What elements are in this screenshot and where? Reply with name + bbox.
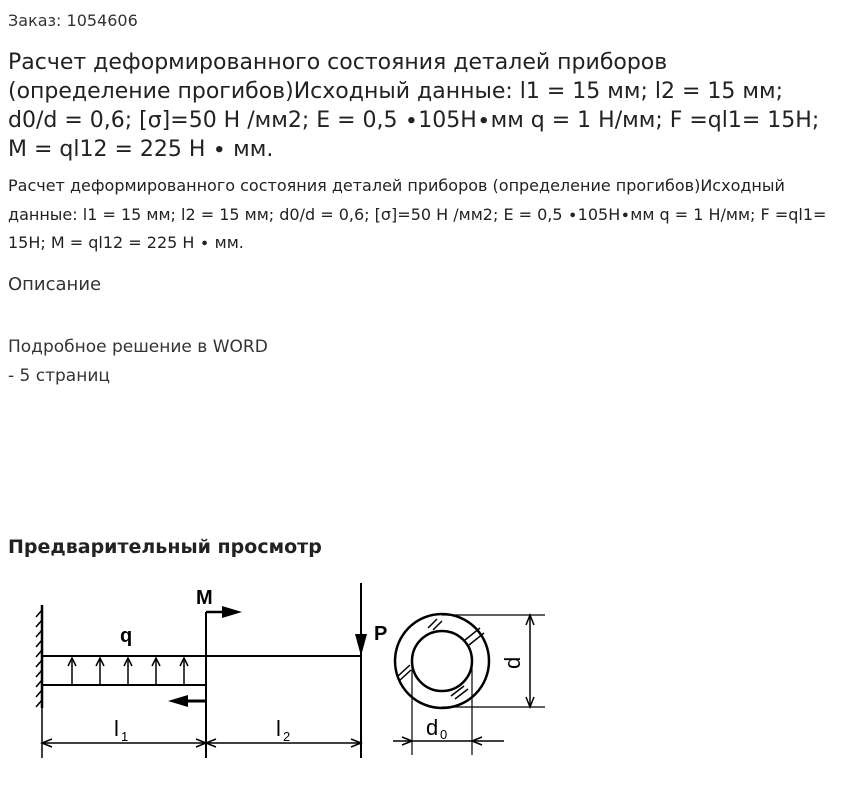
force-label: P (374, 623, 388, 645)
wall-support (36, 605, 42, 708)
l1-label: l (114, 716, 119, 741)
inner-diameter-subscript: 0 (440, 727, 448, 742)
beam-diagram (30, 578, 550, 763)
order-number: Заказ: 1054606 (8, 11, 138, 30)
l2-label: l (276, 716, 281, 741)
preview-image (30, 578, 550, 763)
description-section-label: Описание (8, 274, 102, 295)
force-arrow (355, 583, 367, 758)
dimension-lines (42, 708, 361, 758)
diameter-label: d (500, 656, 525, 669)
task-description: Расчет деформированного состояния деталей приборов (определение прогибов)Исходный данные: l1 = 15 мм; l2 = 15 мм; d0/d = 0,6; [σ]=50 Н /мм2; Е = 0,5 ∙105Н∙мм q = 1 Н/мм; F =ql1= 15Н; М = ql12 = 225 Н ∙ мм. (8, 176, 827, 252)
solution-info: Подробное решение в WORD - 5 страниц (8, 337, 268, 386)
beam (42, 612, 361, 758)
l1-subscript: 1 (121, 729, 129, 744)
moment-label: M (196, 587, 213, 609)
preview-heading: Предварительный просмотр (8, 536, 322, 558)
load-label: q (120, 625, 133, 647)
pipe-cross-section (393, 614, 545, 755)
l2-subscript: 2 (283, 729, 291, 744)
reaction-arrow (168, 695, 206, 707)
inner-diameter-label: d (426, 715, 439, 740)
page-title: Расчет деформированного состояния деталей приборов (определение прогибов)Исходный данные: l1 = 15 мм; l2 = 15 мм; d0/d = 0,6; [σ]=50 Н /мм2; Е = 0,5 ∙105Н∙мм q = 1 Н/мм; F =ql1= 15Н; М = ql12 = 225 Н ∙ мм. (8, 50, 820, 162)
distributed-load-arrows (68, 658, 188, 685)
